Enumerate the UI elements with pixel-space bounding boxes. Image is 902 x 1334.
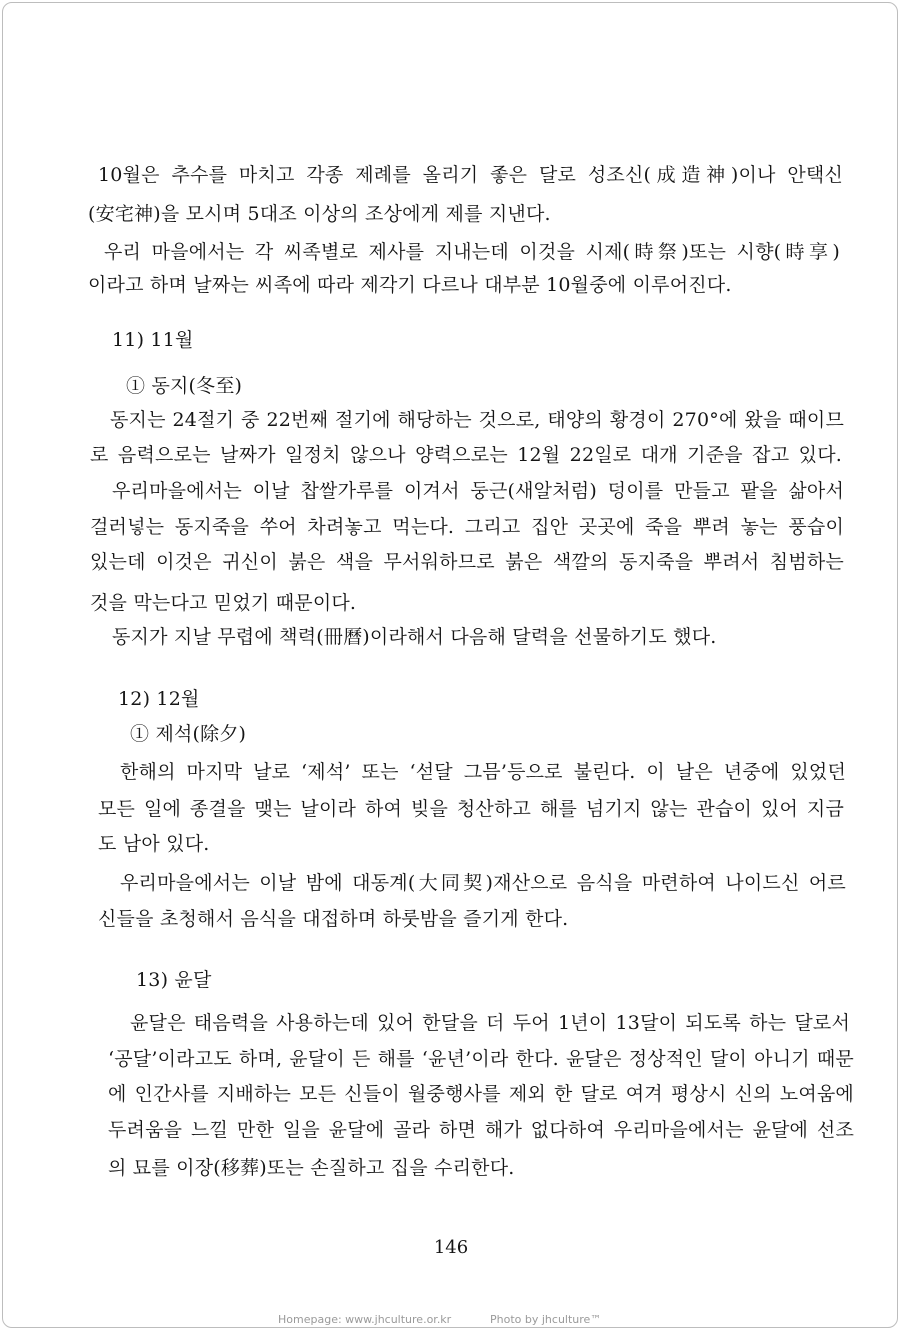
paragraph-line: 우리마을에서는 이날 찹쌀가루를 이겨서 둥근(새알처럼) 덩이를 만들고 팥을 삶아서 [112, 480, 844, 502]
paragraph-line: 우리 마을에서는 각 씨족별로 제사를 지내는데 이것을 시제(時祭)또는 시향(時享) [104, 241, 840, 263]
section-heading: 11) 11월 [112, 329, 194, 351]
page-number: 146 [433, 1237, 469, 1258]
paragraph-line: 것을 막는다고 믿었기 때문이다. [90, 592, 357, 614]
paragraph-line: (安宅神)을 모시며 5대조 이상의 조상에게 제를 지낸다. [88, 203, 551, 225]
paragraph-line: 두려움을 느낄 만한 일을 윤달에 골라 하면 해가 없다하여 우리마을에서는 윤달에 선조 [108, 1119, 854, 1141]
paragraph-line: 10월은 추수를 마치고 각종 제례를 올리기 좋은 달로 성조신(成造神)이나 안택신 [98, 164, 843, 186]
paragraph-line: 로 음력으로는 날짜가 일정치 않으나 양력으로는 12월 22일로 대개 기준을 잡고 있다. [90, 444, 842, 466]
section-subheading: ① 제석(除夕) [130, 723, 247, 745]
paragraph-line: ‘공달’이라고도 하며, 윤달이 든 해를 ‘윤년’이라 한다. 윤달은 정상적인 달이 아니기 때문 [108, 1048, 854, 1070]
paragraph-line: 우리마을에서는 이날 밤에 대동계(大同契)재산으로 음식을 마련하여 나이드신 어르 [120, 872, 846, 894]
paragraph-line: 신들을 초청해서 음식을 대접하며 하룻밤을 즐기게 한다. [98, 908, 569, 930]
paragraph-line: 모든 일에 종결을 맺는 날이라 하여 빚을 청산하고 해를 넘기지 않는 관습이 있어 지금 [98, 798, 844, 820]
paragraph-line: 윤달은 태음력을 사용하는데 있어 한달을 더 두어 1년이 13달이 되도록 하는 달로서 [130, 1012, 850, 1034]
section-heading: 12) 12월 [118, 688, 200, 710]
section-subheading: ① 동지(冬至) [126, 375, 243, 397]
paragraph-line: 이라고 하며 날짜는 씨족에 따라 제각기 다르나 대부분 10월중에 이루어진다. [88, 274, 732, 296]
paragraph-line: 동지는 24절기 중 22번째 절기에 해당하는 것으로, 태양의 황경이 270°에 왔을 때이므 [110, 409, 844, 431]
paragraph-line: 동지가 지날 무렵에 책력(冊曆)이라해서 다음해 달력을 선물하기도 했다. [112, 626, 717, 648]
paragraph-line: 한해의 마지막 날로 ‘제석’ 또는 ‘섣달 그믐’등으로 불린다. 이 날은 년중에 있었던 [120, 761, 846, 783]
section-heading: 13) 윤달 [136, 969, 212, 991]
paragraph-line: 의 묘를 이장(移葬)또는 손질하고 집을 수리한다. [108, 1157, 515, 1179]
paragraph-line: 에 인간사를 지배하는 모든 신들이 월중행사를 제외 한 달로 여겨 평상시 신의 노여움에 [108, 1083, 854, 1105]
paragraph-line: 걸러넣는 동지죽을 쑤어 차려놓고 먹는다. 그리고 집안 곳곳에 죽을 뿌려 놓는 풍습이 [90, 516, 844, 538]
paragraph-line: 있는데 이것은 귀신이 붉은 색을 무서워하므로 붉은 색깔의 동지죽을 뿌려서 침범하는 [90, 551, 844, 573]
paragraph-line: 도 남아 있다. [98, 833, 210, 855]
footer-photo-credit: Photo by jhculture™ [490, 1313, 602, 1326]
footer-homepage: Homepage: www.jhculture.or.kr [278, 1313, 452, 1326]
